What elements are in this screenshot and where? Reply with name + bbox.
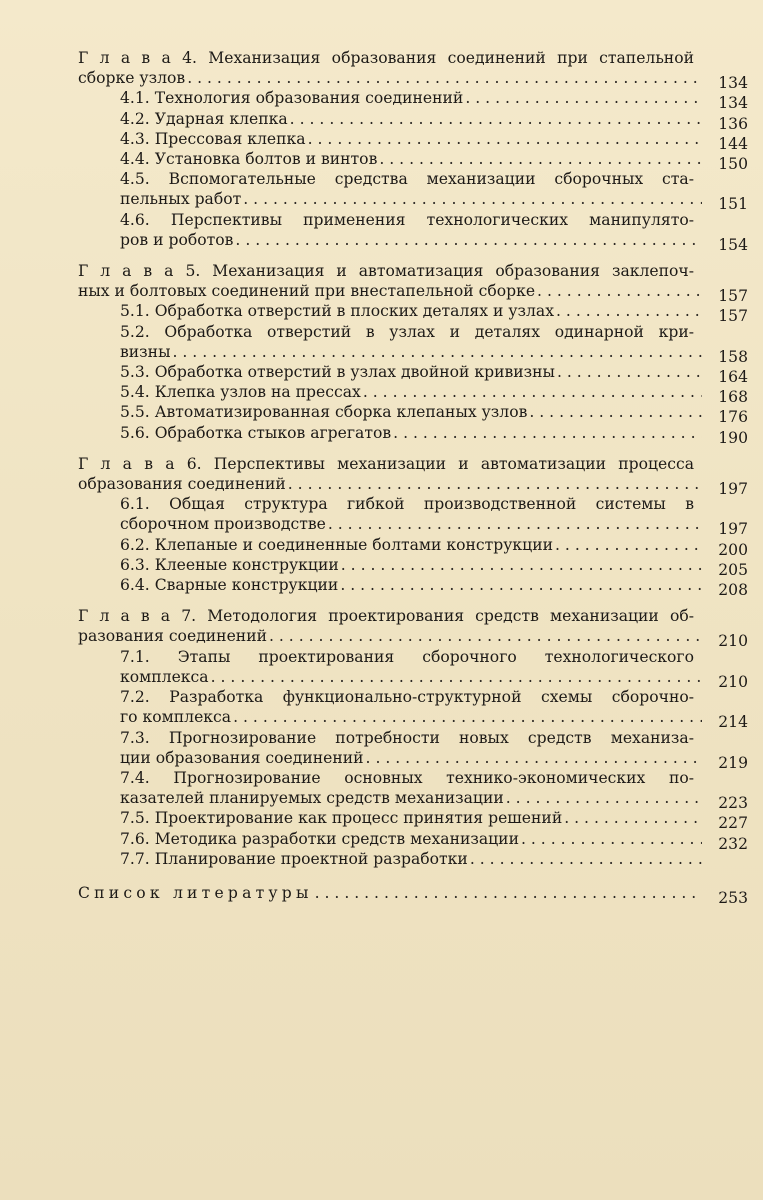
leader-dots — [315, 883, 702, 903]
leader-dots — [187, 68, 702, 88]
toc-item-title: 7.7. Планирование проектной разработки — [120, 849, 468, 868]
leader-dots — [233, 707, 702, 727]
page-number: 197 — [718, 520, 748, 539]
leader-dots — [529, 402, 702, 422]
toc-item[interactable] — [78, 88, 748, 113]
page-number: 232 — [718, 834, 748, 853]
page-number: 157 — [718, 287, 748, 306]
chapter-heading[interactable] — [78, 261, 748, 306]
bibliography-entry[interactable] — [78, 883, 748, 907]
leader-dots — [269, 626, 702, 646]
page-number: 223 — [718, 794, 748, 813]
toc-item-title-line: 7.3. Прогнозирование потребности новых средств механиза- — [120, 728, 694, 747]
toc-item-title: 4.4. Установка болтов и винтов — [120, 150, 378, 169]
chapter-7 — [78, 606, 748, 869]
toc-item[interactable] — [78, 129, 748, 153]
toc-item[interactable] — [78, 109, 748, 133]
toc-item-title-line: 7.4. Прогнозирование основных технико-экономических по- — [120, 768, 694, 787]
toc-item[interactable] — [78, 402, 748, 427]
toc-item[interactable] — [78, 149, 748, 174]
toc-item-title-line: 5.2. Обработка отверстий в узлах и деталях одинарной кри- — [120, 322, 694, 341]
toc-item-title-line: 4.5. Вспомогательные средства механизации сборочных ста- — [120, 170, 694, 189]
toc-item[interactable] — [78, 494, 748, 539]
toc-item[interactable] — [78, 647, 748, 691]
page-number: 197 — [718, 480, 748, 499]
toc-item[interactable] — [78, 362, 748, 387]
leader-dots — [341, 555, 702, 575]
page-number: 176 — [718, 408, 748, 427]
page-number: 151 — [718, 195, 748, 214]
toc-item-title: 5.3. Обработка отверстий в узлах двойной кривизны — [120, 363, 555, 382]
toc-item-title-end: визны — [120, 342, 171, 361]
toc-item-title-line: 6.1. Общая структура гибкой производственной системы в — [120, 495, 694, 514]
chapter-title-end: сборке узлов — [78, 69, 186, 88]
toc-item-title: 6.3. Клееные конструкции — [120, 555, 339, 574]
toc-item-title-end: го комплекса — [120, 708, 232, 727]
leader-dots — [363, 382, 702, 402]
page-number: 227 — [718, 814, 748, 833]
page-number: 200 — [718, 540, 748, 559]
toc-item-title: 5.4. Клепка узлов на прессах — [120, 383, 361, 402]
page-number: 154 — [718, 235, 748, 254]
leader-dots — [537, 281, 702, 301]
toc-item-title: 5.6. Обработка стыков агрегатов — [120, 423, 392, 442]
toc-item[interactable] — [78, 808, 748, 833]
leader-dots — [470, 849, 702, 869]
toc-item-title-end: сборочном производстве — [120, 515, 326, 534]
leader-dots — [379, 149, 702, 169]
toc-item[interactable] — [78, 768, 748, 813]
page-number: 210 — [718, 672, 748, 691]
toc-item-title-end: казателей планируемых средств механизации — [120, 789, 504, 808]
toc-item-title-end: ции образования соединений — [120, 748, 364, 767]
leader-dots — [288, 474, 702, 494]
toc-item-title: 4.3. Прессовая клепка — [120, 129, 306, 148]
chapter-title-line: Г л а в а 6. Перспективы механизации и автоматизации процесса — [78, 454, 694, 473]
page-number: 214 — [718, 713, 748, 732]
toc-item-title: 7.5. Проектирование как процесс принятия решений — [120, 809, 563, 828]
toc-item-title-end: пельных работ — [120, 190, 242, 209]
leader-dots — [564, 808, 702, 828]
chapter-4 — [78, 48, 748, 254]
page-number: 136 — [718, 114, 748, 133]
page-number: 253 — [718, 888, 748, 907]
leader-dots — [235, 230, 702, 250]
toc-item-title: 5.1. Обработка отверстий в плоских деталях и узлах — [120, 302, 554, 321]
leader-dots — [556, 301, 702, 321]
leader-dots — [521, 829, 702, 849]
toc-item[interactable] — [78, 728, 748, 772]
chapter-title-line: Г л а в а 4. Механизация образования соединений при стапельной — [78, 49, 694, 67]
toc-item-title: 4.2. Ударная клепка — [120, 109, 288, 128]
toc-item[interactable] — [78, 301, 748, 326]
chapter-5 — [78, 261, 748, 447]
chapter-title-end: ных и болтовых соединений при внестапельной сборке — [78, 282, 536, 301]
toc-item-title-line: 4.6. Перспективы применения технологических манипулято- — [120, 210, 694, 229]
toc-item-title-end: комплекса — [120, 667, 209, 686]
page-number: 134 — [718, 94, 748, 113]
page-number: 190 — [718, 428, 748, 447]
leader-dots — [340, 575, 702, 595]
leader-dots — [557, 362, 702, 382]
toc-item[interactable] — [78, 169, 748, 214]
toc-item[interactable] — [78, 555, 748, 579]
chapter-heading[interactable] — [78, 606, 748, 651]
leader-dots — [290, 109, 702, 129]
toc-item-title-line: 7.2. Разработка функционально-структурной схемы сборочно- — [120, 688, 694, 707]
toc-item[interactable] — [78, 382, 748, 407]
toc-item[interactable] — [78, 423, 748, 447]
page-number: 144 — [718, 134, 748, 153]
table-of-contents — [78, 48, 748, 907]
toc-item[interactable] — [78, 687, 748, 732]
leader-dots — [366, 748, 702, 768]
toc-item-title: 7.6. Методика разработки средств механизации — [120, 829, 519, 848]
chapter-title-line: Г л а в а 7. Методология проектирования средств механизации об- — [78, 607, 694, 626]
leader-dots — [465, 88, 702, 108]
toc-item-title: 6.4. Сварные конструкции — [120, 576, 339, 595]
chapter-title-end: разования соединений — [78, 627, 267, 646]
chapter-heading[interactable] — [78, 48, 748, 93]
leader-dots — [328, 514, 702, 534]
leader-dots — [506, 788, 702, 808]
chapter-title-line: Г л а в а 5. Механизация и автоматизация образования заклепоч- — [78, 262, 694, 281]
toc-item[interactable] — [78, 535, 748, 559]
toc-item[interactable] — [78, 322, 748, 366]
toc-item-title-end: ров и роботов — [120, 230, 234, 249]
leader-dots — [308, 129, 702, 149]
leader-dots — [211, 667, 702, 687]
page-number: 134 — [718, 74, 748, 93]
page-number: 150 — [718, 155, 748, 174]
page-number: 210 — [718, 632, 748, 651]
leader-dots — [555, 535, 702, 555]
page-number: 219 — [718, 753, 748, 772]
page-number: 205 — [718, 560, 748, 579]
chapter-6 — [78, 454, 748, 600]
toc-item[interactable] — [78, 849, 748, 869]
toc-item[interactable] — [78, 575, 748, 600]
page-number: 158 — [718, 347, 748, 366]
page-number: 208 — [718, 581, 748, 600]
bibliography-title: Список литературы — [78, 883, 313, 902]
page-number: 164 — [718, 368, 748, 387]
leader-dots — [172, 342, 702, 362]
toc-item[interactable] — [78, 210, 748, 254]
leader-dots — [243, 189, 702, 209]
chapter-heading[interactable] — [78, 454, 748, 499]
leader-dots — [393, 423, 702, 443]
toc-item[interactable] — [78, 829, 748, 853]
toc-item-title: 6.2. Клепаные и соединенные болтами конструкции — [120, 535, 553, 554]
toc-item-title-line: 7.1. Этапы проектирования сборочного технологического — [120, 647, 694, 666]
page-number: 168 — [718, 388, 748, 407]
toc-item-title: 4.1. Технология образования соединений — [120, 89, 464, 108]
page-number: 157 — [718, 307, 748, 326]
toc-item-title: 5.5. Автоматизированная сборка клепаных узлов — [120, 403, 528, 422]
chapter-title-end: образования соединений — [78, 475, 286, 494]
